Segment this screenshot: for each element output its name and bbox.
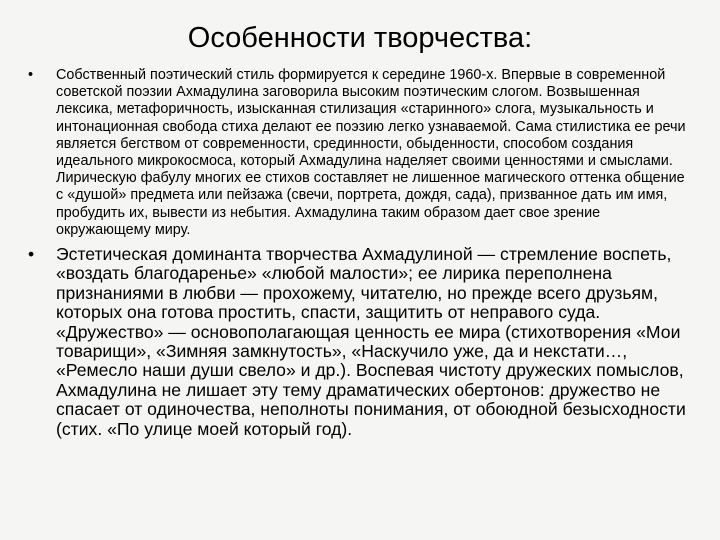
bullet-text: Эстетическая доминанта творчества Ахмадулиной — стремление воспеть, «воздать благодаренье» «любой малости»; ее лирика переполнена признаниями в любви — прохожему, читателю, но прежде всего друзьям, которых она готова простить, спасти, защитить от неправого суда. «Дружество» — основополагающая ценность ее мира (стихотворения «Мои товарищи», «Зимняя замкнутость», «Наскучило уже, да и некстати…, «Ремесло наши души свело» и др.). Воспевая чистоту дружеских помыслов, Ахмадулина не лишает эту тему драматических обертонов: дружество не спасает от одиночества, неполноты понимания, от обоюдной безысходности (стих. «По улице моей который год). bbox=[56, 244, 686, 439]
bullet-icon: • bbox=[28, 244, 35, 265]
bullet-text: Собственный поэтический стиль формируется к середине 1960-х. Впервые в современной советской поэзии Ахмадулина заговорила высоким поэтическим слогом. Возвышенная лексика, метафоричность, изысканная стилизация «старинного» слога, музыкальность и интонационная свобода стиха делают ее поэзию легко узнаваемой. Сама стилистика ее речи является бегством от современности, срединности, обыденности, способом создания идеального микрокосмоса, который Ахмадулина наделяет своими ценностями и смыслами. Лирическую фабулу многих ее стихов составляет не лишенное магического оттенка общение с «душой» предмета или пейзажа (свечи, портрета, дождя, сада), призванное дать им имя, пробудить их, вывести из небытия. Ахмадулина таким образом дает свое зрение окружающему миру. bbox=[56, 67, 686, 238]
slide-title: Особенности творчества: bbox=[187, 22, 533, 54]
bullet-list bbox=[28, 67, 692, 439]
bullet-item-aesthetic bbox=[28, 245, 692, 439]
bullet-icon: • bbox=[28, 67, 34, 83]
bullet-item-style bbox=[28, 67, 692, 239]
